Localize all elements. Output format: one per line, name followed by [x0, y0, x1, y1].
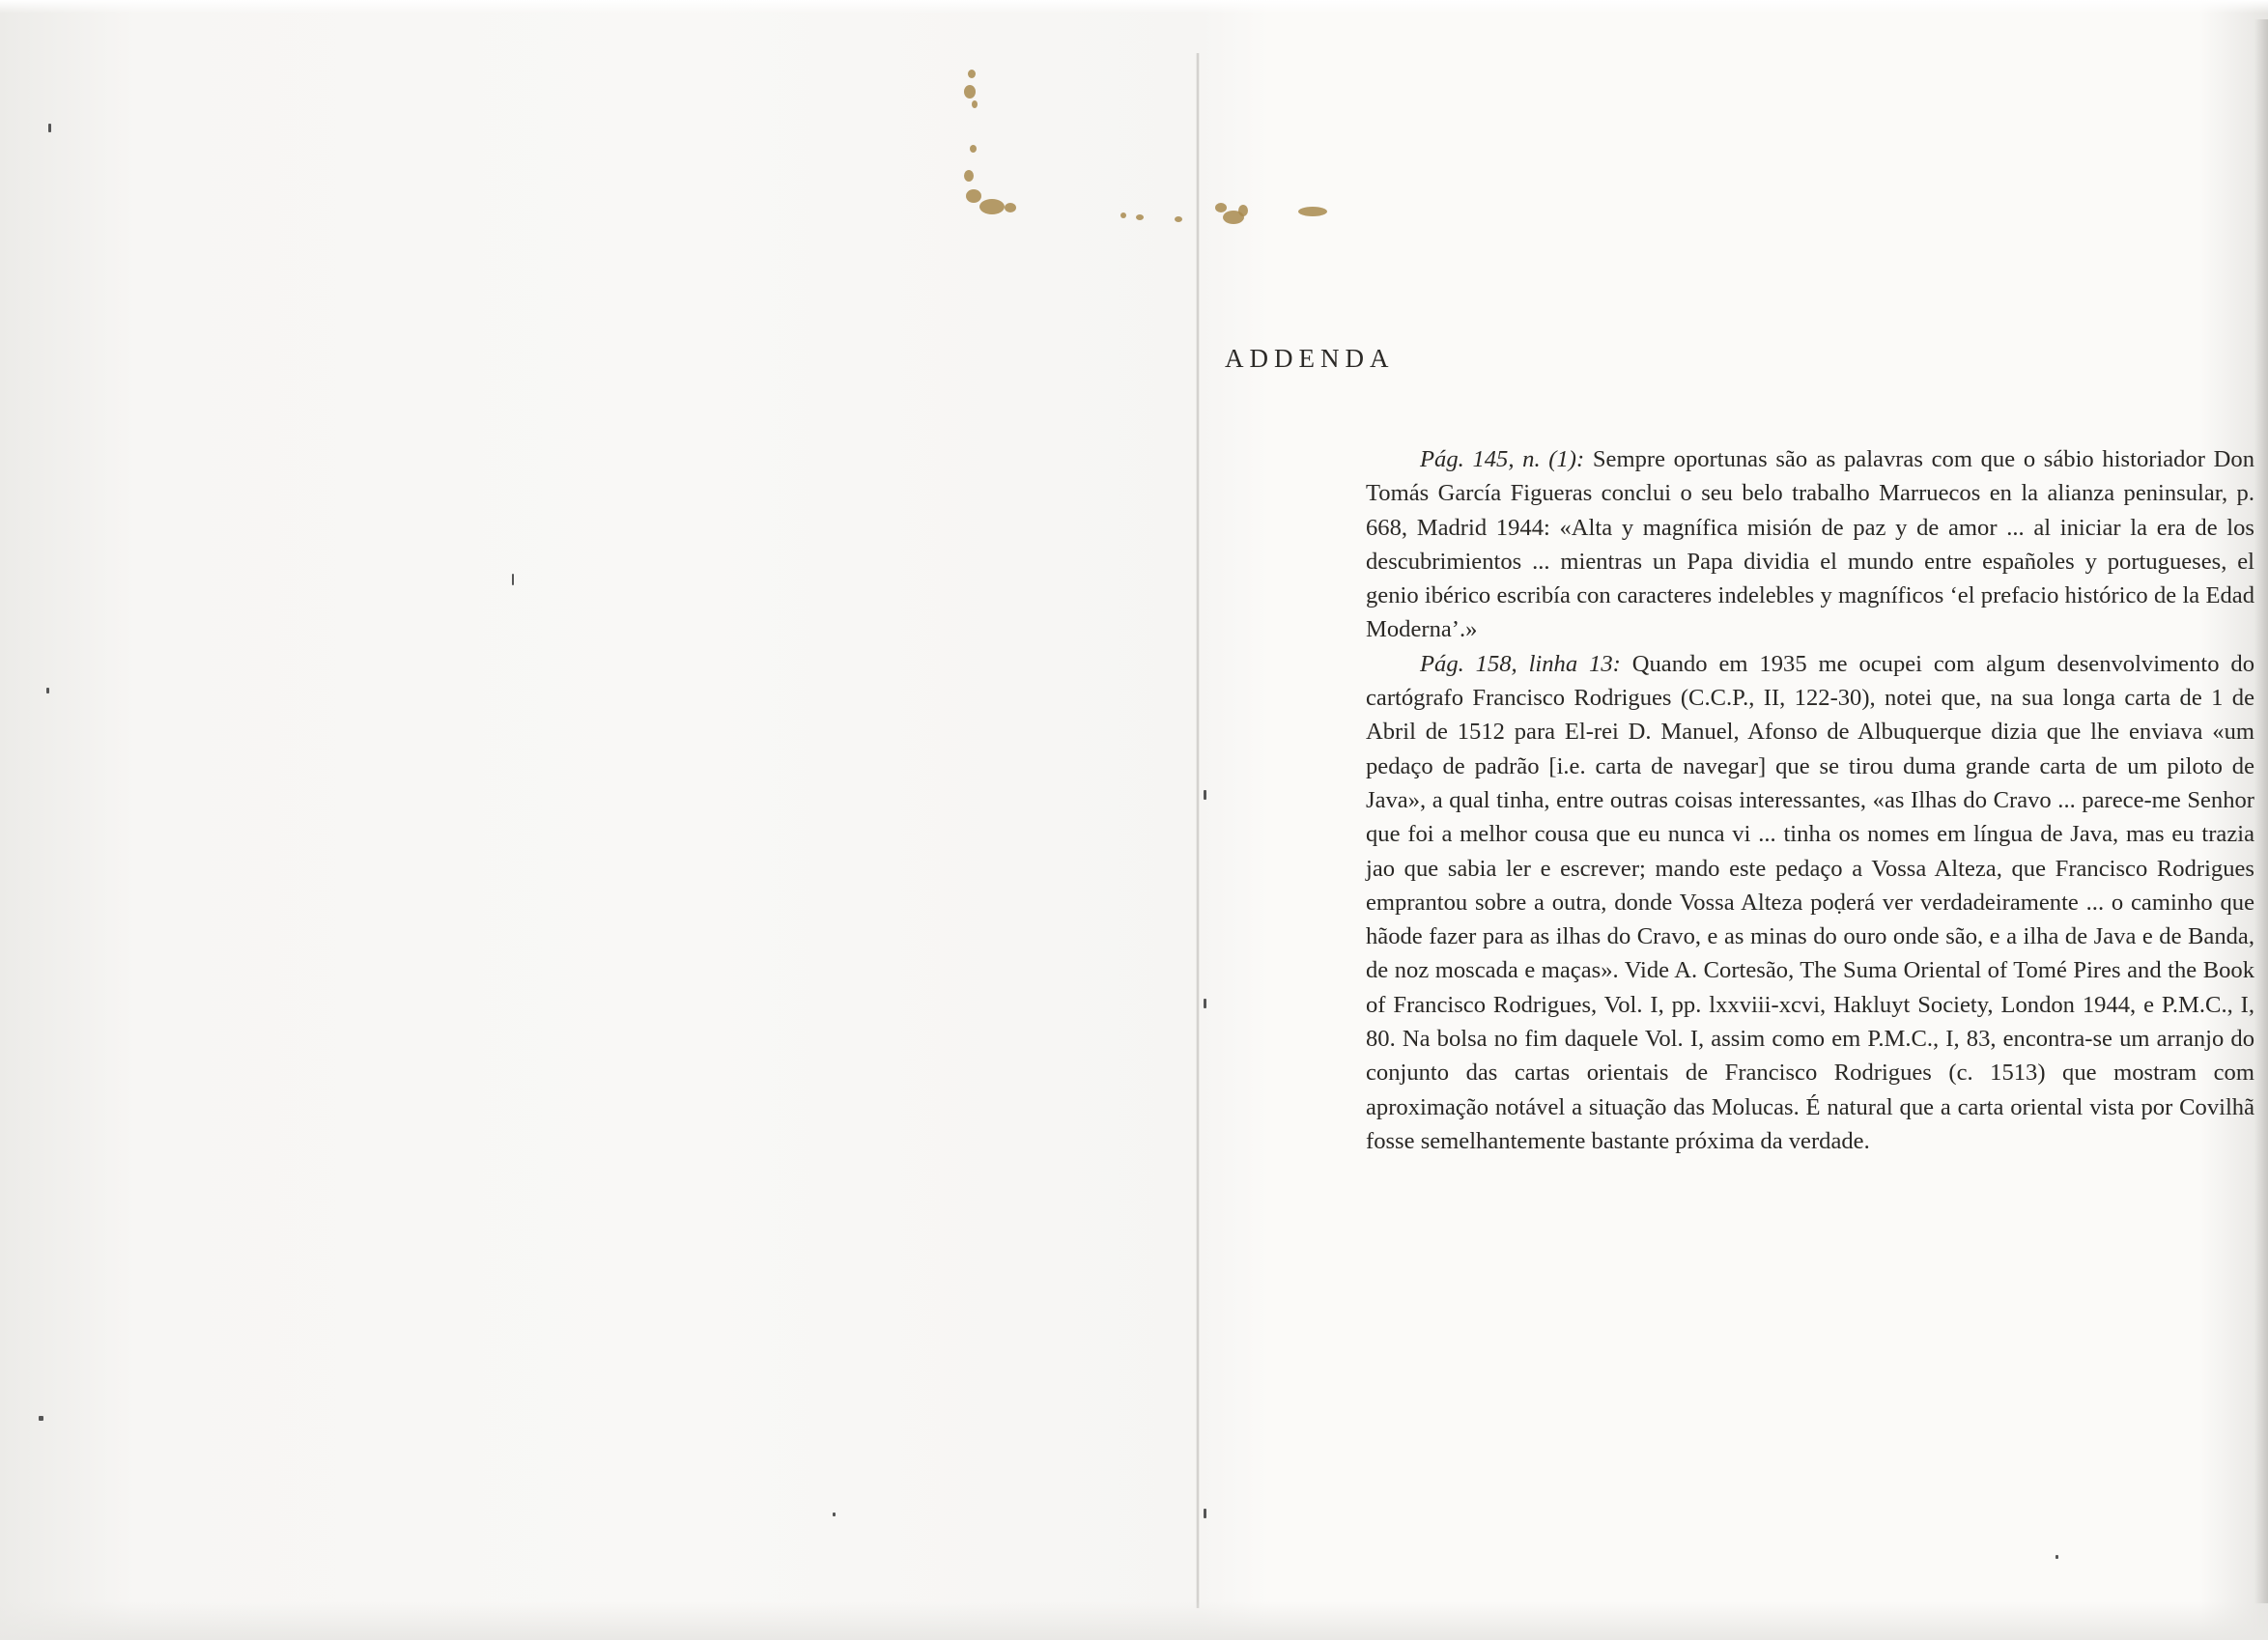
dust-speck: [512, 574, 514, 585]
dust-speck: [39, 1416, 43, 1421]
dust-speck: [1204, 1509, 1206, 1518]
dust-speck: [46, 688, 49, 693]
dust-speck: [2055, 1555, 2058, 1559]
foxing-stain: [970, 145, 977, 153]
dust-speck: [48, 124, 51, 132]
foxing-stain: [1120, 212, 1126, 218]
addenda-entry: [1366, 647, 2254, 1158]
entry-text: Sempre oportunas são as palavras com que o sábio historiador Don Tomás García Figueras conclui o seu belo trabalho Marruecos en la alianza peninsular, p. 668, Madrid 1944: «Alta y magnífica misión de paz y de amor ... al iniciar la era de los descubrimientos ... mientras un Papa dividia el mundo entre españoles y portugueses, el genio ibérico escribía con caracteres indelebles y magníficos ‘el prefacio histórico de la Edad Moderna’.»: [1366, 446, 2254, 643]
foxing-stain: [1175, 216, 1182, 222]
foxing-stain: [1136, 214, 1144, 220]
addenda-body: [1366, 442, 2254, 1158]
foxing-stain: [964, 170, 974, 182]
foxing-stain: [966, 189, 981, 203]
foxing-stain: [972, 100, 978, 108]
addenda-heading: ADDENDA: [1225, 344, 1395, 373]
foxing-stain: [979, 199, 1005, 214]
entry-text: Quando em 1935 me ocupei com algum desenvolvimento do cartógrafo Francisco Rodrigues (C.C.P., II, 122-30), notei que, na sua longa carta de 1 de Abril de 1512 para El-rei D. Manuel, Afonso de Albuquerque dizia que lhe enviava «um pedaço de padrão [i.e. carta de navegar] que se tirou duma grande carta de um piloto de Java», a qual tinha, entre outras coisas interessantes, «as Ilhas do Cravo ... parece-me Senhor que foi a melhor cousa que eu nunca vi ... tinha os nomes em língua de Java, mas eu trazia jao que sabia ler e escrever; mando este pedaço a Vossa Alteza, que Francisco Rodrigues emprantou sobre a outra, donde Vossa Alteza poḍerá ver verdadeiramente ... o caminho que hãode fazer para as ilhas do Cravo, e as minas do ouro onde são, e a ilha de Java e de Banda, de noz moscada e maças». Vide A. Cortesão, The Suma Oriental of Tomé Pires and the Book of Francisco Rodrigues, Vol. I, pp. lxxviii-xcvi, Hakluyt Society, London 1944, e P.M.C., I, 80. Na bolsa no fim daquele Vol. I, assim como em P.M.C., I, 83, encontra-se um arranjo do conjunto das cartas orientais de Francisco Rodrigues (c. 1513) que mostram com aproximação notável a situação das Molucas. É natural que a carta oriental vista por Covilhã fosse semelhantemente bastante próxima da verdade.: [1366, 650, 2255, 1154]
bottom-edge: [0, 1601, 2268, 1640]
page-reference: Pág. 145, n. (1):: [1420, 446, 1585, 472]
dust-speck: [1204, 790, 1206, 800]
dust-speck: [833, 1513, 836, 1516]
foxing-stain: [1005, 203, 1016, 212]
foxing-stain: [968, 70, 976, 78]
page-reference: Pág. 158, linha 13:: [1420, 650, 1621, 677]
right-edge-shadow: [2254, 19, 2268, 1603]
addenda-entry: [1366, 442, 2254, 647]
dust-speck: [1204, 999, 1206, 1008]
foxing-stain: [964, 85, 976, 99]
